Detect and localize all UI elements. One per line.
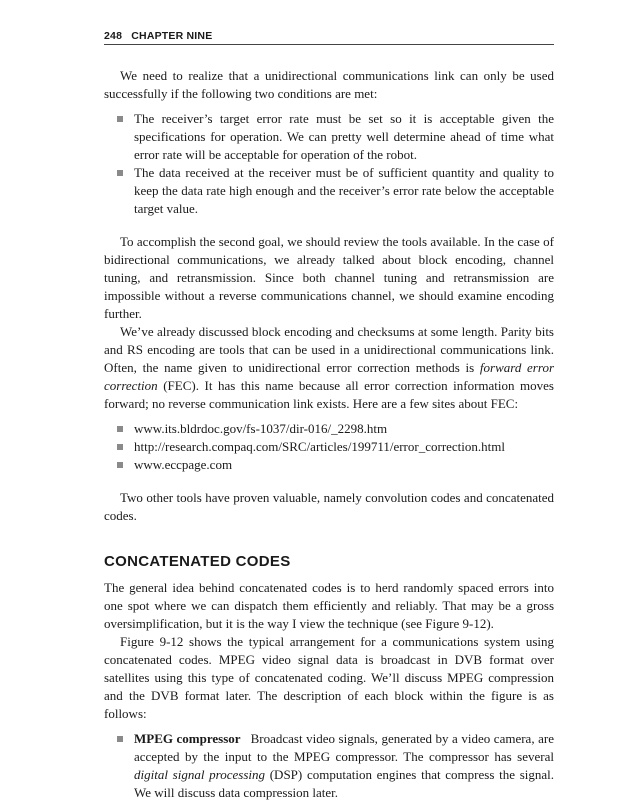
block-term: MPEG compressor (134, 731, 241, 746)
intro-paragraph: We need to realize that a unidirectional communications link can only be used successfully if the following two conditions are met: (104, 68, 554, 101)
figure-description-paragraph: Figure 9-12 shows the typical arrangement for a communications system using concatenated codes. MPEG video signal data is broadcast in DVB format over satellites using this type of concatenated coding. We’ll discuss MPEG compression and the DVB format later. The description of each block within the figure is as follows: (104, 634, 554, 721)
link-text: www.eccpage.com (134, 457, 233, 472)
square-bullet-icon (117, 116, 123, 122)
square-bullet-icon (117, 426, 123, 432)
fec-emphasis: forward error correction (104, 360, 555, 393)
list-item (104, 456, 554, 474)
fec-links-list (104, 420, 554, 474)
list-item (104, 730, 554, 802)
fec-text-part2: (FEC). It has this name because all error correction information moves forward; no reverse communication link exists. Here are a few sites about FEC: (104, 378, 554, 411)
condition-text: The receiver’s target error rate must be set so it is acceptable given the specifications for operation. We can pretty well determine ahead of time what error rate will be acceptable for operation of the robot. (134, 111, 554, 162)
square-bullet-icon (117, 170, 123, 176)
list-item (104, 438, 554, 456)
other-tools-paragraph: Two other tools have proven valuable, namely convolution codes and concatenated codes. (104, 490, 554, 523)
concatenated-intro-paragraph: The general idea behind concatenated codes is to herd randomly spaced errors into one spot where we can dispatch them efficiently and reliably. That may be a gross oversimplification, but it is the way I view the technique (see Figure 9-12). (104, 580, 554, 631)
square-bullet-icon (117, 462, 123, 468)
running-head (104, 30, 554, 45)
page-number: 248 (104, 30, 123, 42)
condition-text: The data received at the receiver must be of sufficient quantity and quality to keep the data rate high enough and the receiver’s error rate below the acceptable target value. (134, 165, 554, 216)
list-item (104, 420, 554, 438)
square-bullet-icon (117, 444, 123, 450)
tools-paragraph: To accomplish the second goal, we should review the tools available. In the case of bidirectional communications, we already talked about block encoding, channel tuning, and retransmission. Since both channel tuning and retransmission are impossible without a reverse communications channel, we should examine encoding further. (104, 234, 554, 321)
link-text: www.its.bldrdoc.gov/fs-1037/dir-016/_2298.htm (134, 421, 388, 436)
section-heading: CONCATENATED CODES (104, 553, 291, 570)
list-item (104, 110, 554, 164)
fec-paragraph (104, 323, 554, 413)
square-bullet-icon (117, 736, 123, 742)
list-item (104, 164, 554, 218)
chapter-title: CHAPTER NINE (131, 30, 213, 42)
link-text: http://research.compaq.com/SRC/articles/199711/error_correction.html (134, 439, 505, 454)
block-text-part1: Broadcast video signals, generated by a video camera, are accepted by the input to the MPEG compressor. The compressor has several (134, 731, 554, 764)
block-emphasis: digital signal processing (134, 767, 266, 782)
block-text-part2: (DSP) computation engines that compress the signal. We will discuss data compression later. (134, 767, 555, 800)
fec-text-part1: We’ve already discussed block encoding and checksums at some length. Parity bits and RS encoding are tools that can be used in a unidirectional communications link. Often, the name given to unidirectional error correction methods is (104, 324, 554, 375)
block-list (104, 730, 554, 802)
conditions-list (104, 110, 554, 218)
body-text (104, 67, 554, 809)
